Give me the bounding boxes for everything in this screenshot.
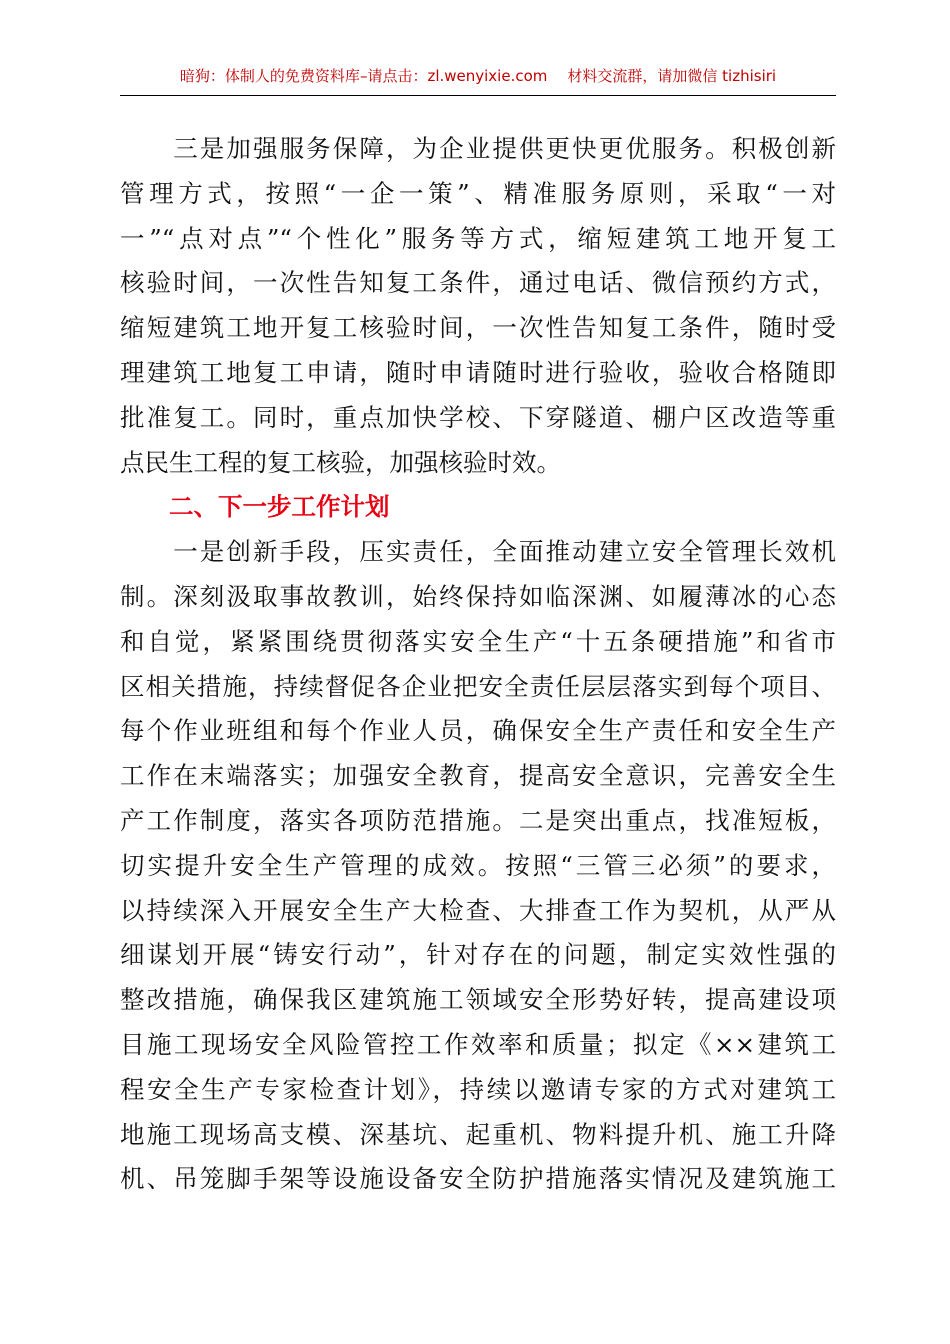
text-line: 产工作制度，落实各项防范措施。二是突出重点，找准短板， — [120, 805, 836, 835]
text-line: 程安全生产专家检查计划》，持续以邀请专家的方式对建筑工 — [120, 1074, 836, 1104]
text-line: 细谋划开展“铸安行动”，针对存在的问题，制定实效性强的 — [120, 940, 836, 970]
paragraph-next-steps — [120, 530, 836, 1202]
text-line: 整改措施，确保我区建筑施工领域安全形势好转，提高建设项 — [120, 985, 836, 1015]
text-line: 目施工现场安全风险管控工作效率和质量；拟定《××建筑工 — [120, 1029, 836, 1059]
text-line: 核验时间，一次性告知复工条件，通过电话、微信预约方式， — [120, 268, 836, 298]
text-line: 区相关措施，持续督促各企业把安全责任层层落实到每个项目、 — [120, 671, 836, 701]
text-line: 以持续深入开展安全生产大检查、大排查工作为契机，从严从 — [120, 895, 836, 925]
text-line: 机、吊笼脚手架等设施设备安全防护措施落实情况及建筑施工 — [120, 1164, 836, 1194]
text-line: 工作在末端落实；加强安全教育，提高安全意识，完善安全生 — [120, 761, 836, 791]
text-line: 一是创新手段，压实责任，全面推动建立安全管理长效机 — [120, 537, 836, 567]
header-contact: 材料交流群，请加微信 tizhisiri — [567, 67, 777, 85]
page-header — [120, 66, 836, 96]
text-line: 缩短建筑工地开复工核验时间，一次性告知复工条件，随时受 — [120, 313, 836, 343]
text-line: 切实提升安全生产管理的成效。按照“三管三必须”的要求， — [120, 850, 836, 880]
text-line: 三是加强服务保障，为企业提供更快更优服务。积极创新 — [120, 134, 836, 163]
text-line: 一”“点对点”“个性化”服务等方式，缩短建筑工地开复工 — [120, 223, 836, 253]
header-brand: 暗狗：体制人的免费资料库 — [179, 67, 360, 85]
text-line: 和自觉，紧紧围绕贯彻落实安全生产“十五条硬措施”和省市 — [120, 626, 836, 656]
text-line: 批准复工。同时，重点加快学校、下穿隧道、棚户区改造等重 — [120, 402, 836, 432]
text-line: 每个作业班组和每个作业人员，确保安全生产责任和安全生产 — [120, 716, 836, 746]
document-body — [120, 127, 836, 1202]
text-line: 管理方式，按照“一企一策”、精准服务原则，采取“一对 — [120, 178, 836, 208]
header-url-link[interactable]: zl.wenyixie.com — [427, 67, 548, 85]
text-line: 地施工现场高支模、深基坑、起重机、物料提升机、施工升降 — [120, 1119, 836, 1149]
text-line: 制。深刻汲取事故教训，始终保持如临深渊、如履薄冰的心态 — [120, 581, 836, 611]
header-link-prompt: –请点击： — [359, 67, 428, 85]
text-line: 理建筑工地复工申请，随时申请随时进行验收，验收合格随即 — [120, 357, 836, 387]
paragraph-service-guarantee — [120, 127, 836, 485]
text-line: 点民生工程的复工核验，加强核验时效。 — [120, 447, 561, 477]
section-heading: 二、下一步工作计划 — [169, 492, 390, 522]
